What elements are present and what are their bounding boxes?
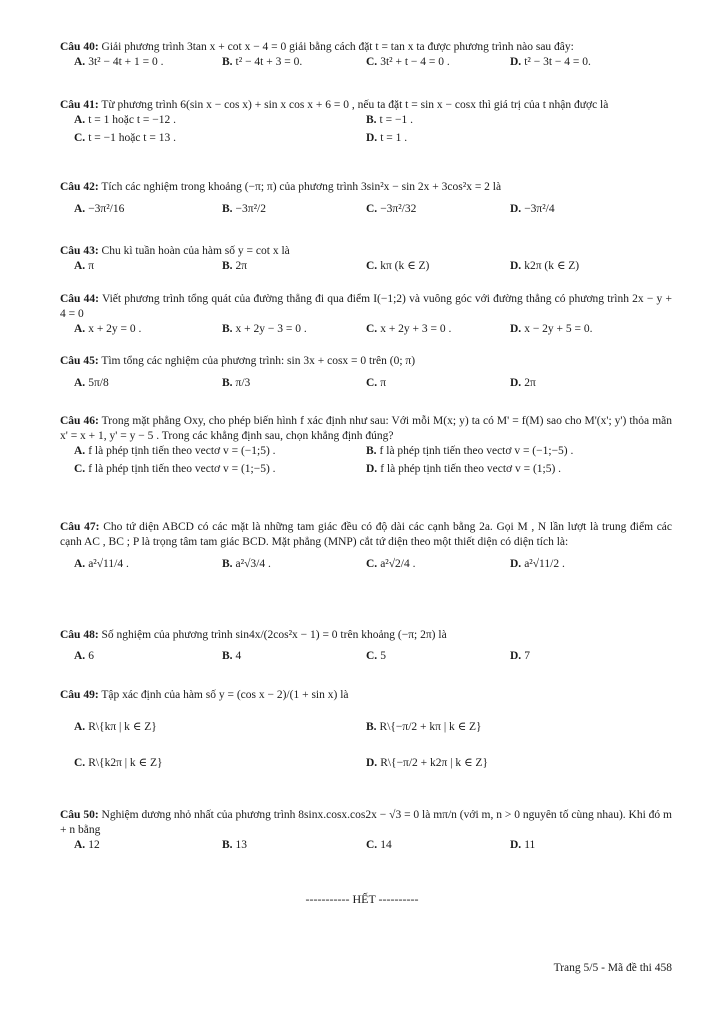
answer-option-d[interactable]: D. t = 1 . — [366, 132, 408, 144]
question-text: Câu 50: Nghiệm dương nhỏ nhất của phương trình 8sinx.cosx.cos2x − √3 = 0 là mπ/n (với m, n > 0 nguyên tố cùng nhau). Khi đó m + n bằng — [60, 809, 672, 836]
answer-option-a[interactable]: A. t = 1 hoặc t = −12 . — [74, 114, 176, 126]
page-footer: Trang 5/5 - Mã đề thi 458 — [553, 962, 672, 974]
answer-option-b[interactable]: B. R\{−π/2 + kπ | k ∈ Z} — [366, 721, 482, 733]
question-text: Câu 44: Viết phương trình tổng quát của đường thẳng đi qua điểm I(−1;2) và vuông góc với đường thẳng có phương trình 2x − y + 4 = 0 — [60, 293, 672, 320]
question-45 — [60, 354, 672, 399]
answer-option-b[interactable]: B. t² − 4t + 3 = 0. — [222, 56, 303, 68]
answer-option-a[interactable]: A. x + 2y = 0 . — [74, 323, 142, 335]
answer-option-a[interactable]: A. π — [74, 260, 94, 272]
question-42 — [60, 180, 672, 225]
question-number: Câu 42: — [60, 181, 99, 193]
answer-options — [60, 749, 672, 779]
answer-option-a[interactable]: A. 3t² − 4t + 1 = 0 . — [74, 56, 164, 68]
answer-option-a[interactable]: A. −3π²/16 — [74, 203, 125, 215]
question-text: Câu 49: Tập xác định của hàm số y = (cos x − 2)/(1 + sin x) là — [60, 689, 349, 701]
answer-options — [60, 131, 672, 149]
question-text: Câu 41: Từ phương trình 6(sin x − cos x) + sin x cos x + 6 = 0 , nếu ta đặt t = sin x − cosx thì giá trị của t nhận được là — [60, 99, 609, 111]
answer-option-d[interactable]: D. x − 2y + 5 = 0. — [510, 323, 593, 335]
answer-options — [60, 369, 672, 399]
question-41 — [60, 98, 672, 149]
question-text: Câu 48: Số nghiệm của phương trình sin4x/(2cos²x − 1) = 0 trên khoảng (−π; 2π) là — [60, 629, 447, 641]
question-number: Câu 50: — [60, 809, 99, 821]
question-number: Câu 40: — [60, 41, 99, 53]
answer-options — [60, 713, 672, 743]
question-text: Câu 45: Tìm tổng các nghiệm của phương trình: sin 3x + cosx = 0 trên (0; π) — [60, 355, 416, 367]
answer-options — [60, 55, 672, 73]
answer-option-d[interactable]: D. t² − 3t − 4 = 0. — [510, 56, 591, 68]
question-48 — [60, 628, 672, 667]
question-text: Câu 40: Giải phương trình 3tan x + cot x − 4 = 0 giải bằng cách đặt t = tan x ta được phương trình nào sau đây: — [60, 41, 574, 53]
question-text: Câu 43: Chu kì tuần hoàn của hàm số y = cot x là — [60, 245, 290, 257]
answer-options — [60, 322, 672, 340]
answer-option-d[interactable]: D. R\{−π/2 + k2π | k ∈ Z} — [366, 757, 488, 769]
answer-options — [60, 195, 672, 225]
answer-option-b[interactable]: B. −3π²/2 — [222, 203, 266, 215]
answer-options — [60, 649, 672, 667]
answer-options — [60, 838, 672, 856]
answer-option-b[interactable]: B. t = −1 . — [366, 114, 413, 126]
question-number: Câu 41: — [60, 99, 99, 111]
answer-option-d[interactable]: D. k2π (k ∈ Z) — [510, 260, 580, 272]
question-text: Câu 42: Tích các nghiệm trong khoảng (−π; π) của phương trình 3sin²x − sin 2x + 3cos²x = 2 là — [60, 181, 502, 193]
answer-option-c[interactable]: C. 5 — [366, 650, 386, 662]
answer-option-d[interactable]: D. a²√11/2 . — [510, 558, 565, 570]
question-number: Câu 44: — [60, 293, 99, 305]
answer-option-a[interactable]: A. f là phép tịnh tiến theo vectơ v = (−1;5) . — [74, 445, 276, 457]
answer-option-c[interactable]: C. f là phép tịnh tiến theo vectơ v = (1;−5) . — [74, 463, 276, 475]
answer-option-c[interactable]: C. −3π²/32 — [366, 203, 417, 215]
answer-options — [60, 462, 672, 480]
answer-option-d[interactable]: D. −3π²/4 — [510, 203, 555, 215]
answer-option-b[interactable]: B. π/3 — [222, 377, 251, 389]
question-47 — [60, 520, 672, 580]
answer-option-c[interactable]: C. x + 2y + 3 = 0 . — [366, 323, 452, 335]
answer-options — [60, 259, 672, 277]
answer-option-c[interactable]: C. 14 — [366, 839, 392, 851]
answer-option-d[interactable]: D. 11 — [510, 839, 536, 851]
question-46 — [60, 414, 672, 480]
answer-option-b[interactable]: B. 2π — [222, 260, 248, 272]
question-number: Câu 45: — [60, 355, 99, 367]
answer-option-c[interactable]: C. π — [366, 377, 386, 389]
question-40 — [60, 40, 672, 73]
answer-option-b[interactable]: B. f là phép tịnh tiến theo vectơ v = (−1;−5) . — [366, 445, 574, 457]
question-number: Câu 46: — [60, 415, 99, 427]
answer-option-c[interactable]: C. t = −1 hoặc t = 13 . — [74, 132, 176, 144]
question-number: Câu 48: — [60, 629, 99, 641]
question-text: Câu 46: Trong mặt phẳng Oxy, cho phép biến hình f xác định như sau: Với mỗi M(x; y) ta có M' = f(M) sao cho M'(x'; y') thỏa mãn x' = x + 1, y' = y − 5 . Trong các khẳng định sau, chọn khẳng định đúng? — [60, 415, 672, 442]
question-50 — [60, 808, 672, 856]
answer-option-a[interactable]: A. a²√11/4 . — [74, 558, 129, 570]
answer-option-d[interactable]: D. f là phép tịnh tiến theo vectơ v = (1;5) . — [366, 463, 562, 475]
question-43 — [60, 244, 672, 277]
answer-options — [60, 113, 672, 131]
answer-option-b[interactable]: B. 4 — [222, 650, 242, 662]
answer-option-a[interactable]: A. R\{kπ | k ∈ Z} — [74, 721, 157, 733]
question-49 — [60, 688, 672, 779]
answer-option-a[interactable]: A. 12 — [74, 839, 100, 851]
question-number: Câu 43: — [60, 245, 99, 257]
end-marker: ----------- HẾT ---------- — [305, 892, 419, 906]
answer-option-c[interactable]: C. kπ (k ∈ Z) — [366, 260, 430, 272]
answer-option-d[interactable]: D. 2π — [510, 377, 536, 389]
question-text: Câu 47: Cho tứ diện ABCD có các mặt là những tam giác đều có độ dài các cạnh bằng 2a. Gọi M , N lần lượt là trung điểm các cạnh AC , BC ; P là trọng tâm tam giác BCD. Mặt phẳng (MNP) cắt tứ diện theo một thiết diện có diện tích là: — [60, 521, 673, 548]
question-number: Câu 47: — [60, 521, 100, 533]
answer-option-a[interactable]: A. 5π/8 — [74, 377, 109, 389]
answer-options — [60, 550, 672, 580]
answer-option-c[interactable]: C. R\{k2π | k ∈ Z} — [74, 757, 163, 769]
answer-option-d[interactable]: D. 7 — [510, 650, 530, 662]
answer-option-a[interactable]: A. 6 — [74, 650, 94, 662]
answer-options — [60, 444, 672, 462]
question-number: Câu 49: — [60, 689, 99, 701]
answer-option-b[interactable]: B. 13 — [222, 839, 248, 851]
answer-option-b[interactable]: B. x + 2y − 3 = 0 . — [222, 323, 307, 335]
answer-option-c[interactable]: C. 3t² + t − 4 = 0 . — [366, 56, 450, 68]
answer-option-b[interactable]: B. a²√3/4 . — [222, 558, 271, 570]
question-44 — [60, 292, 672, 340]
answer-option-c[interactable]: C. a²√2/4 . — [366, 558, 416, 570]
